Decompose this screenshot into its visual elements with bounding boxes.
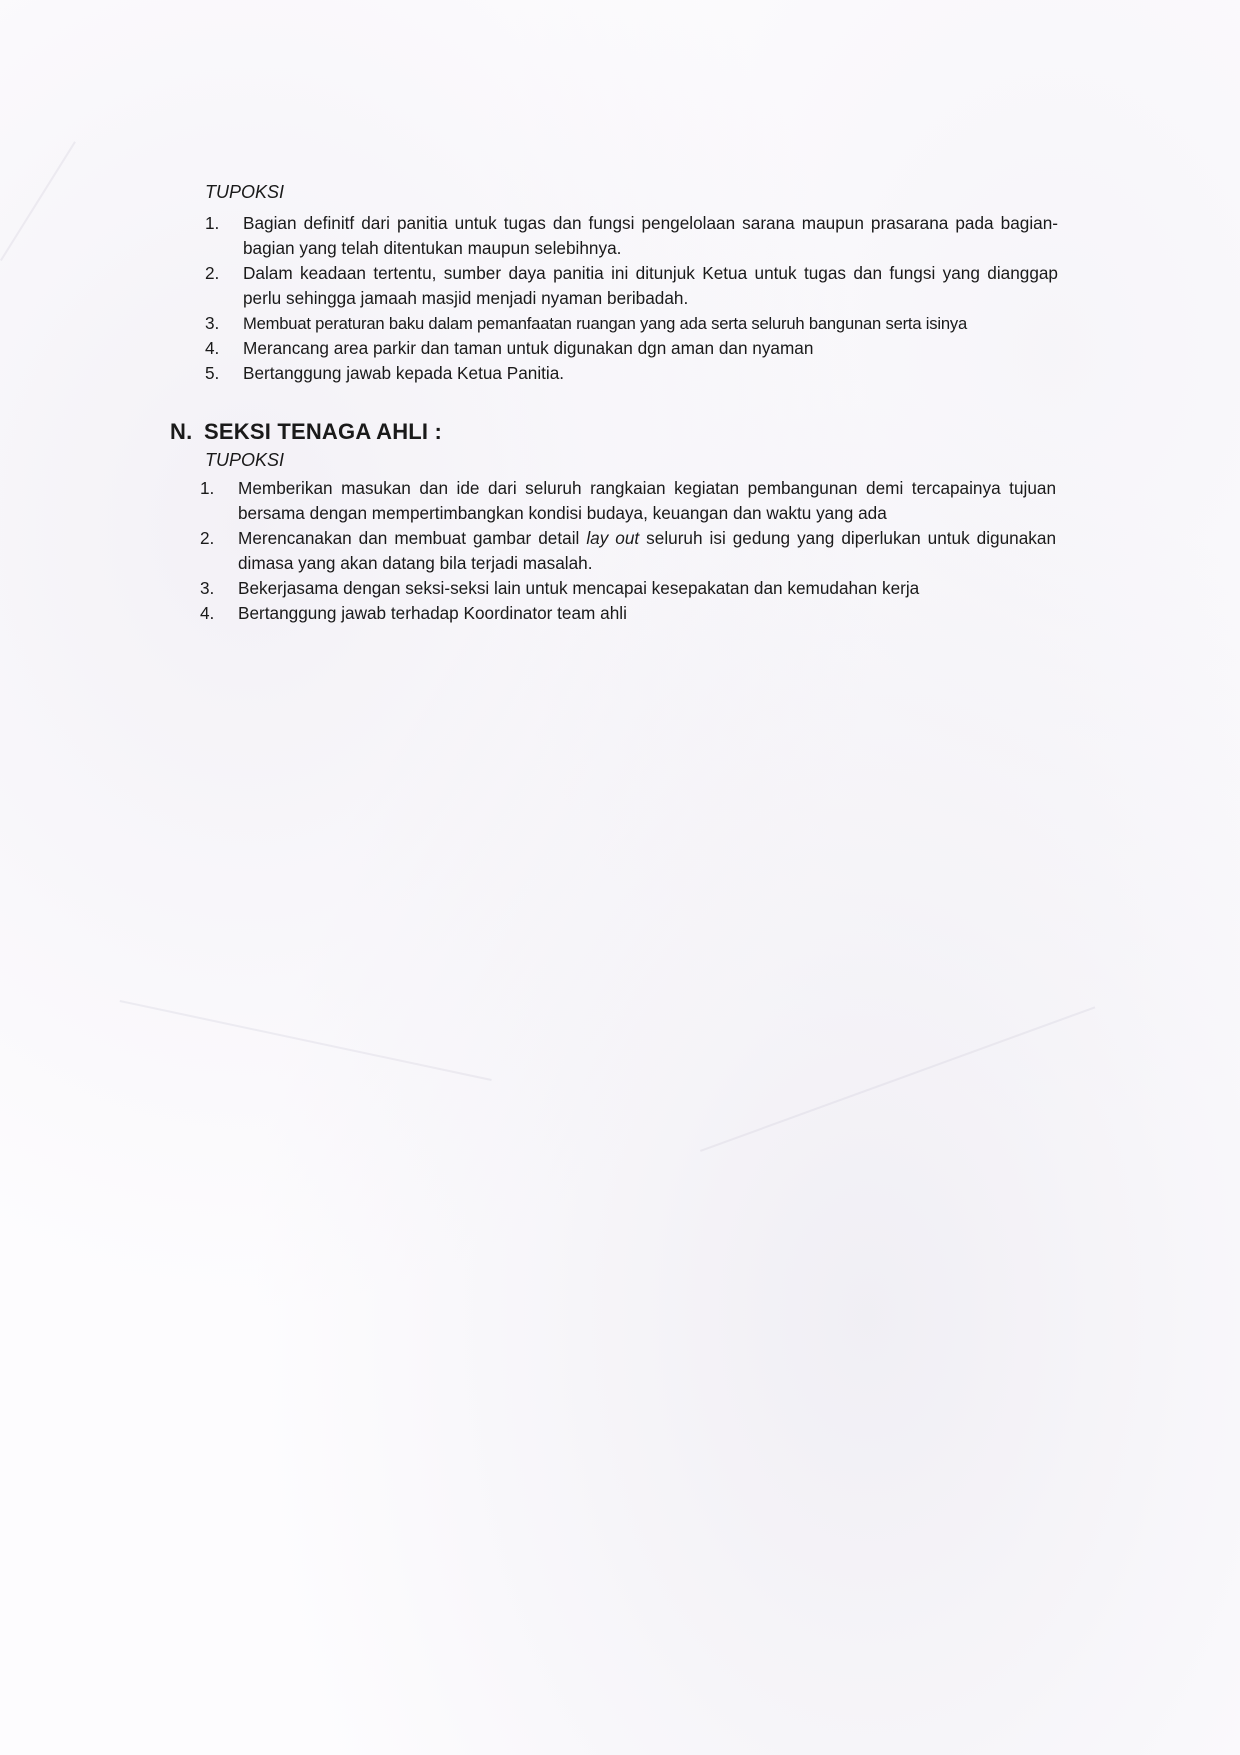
list-item	[200, 476, 1056, 526]
item-text-italic: lay out	[586, 528, 640, 548]
list-item	[200, 526, 1056, 576]
section-title: SEKSI TENAGA AHLI :	[204, 419, 443, 444]
item-number: 3.	[205, 313, 220, 333]
paper-crease	[0, 141, 76, 261]
tupoksi-list	[205, 211, 1058, 386]
paper-crease	[120, 1000, 492, 1081]
list-item	[205, 311, 1058, 336]
item-text: Memberikan masukan dan ide dari seluruh rangkaian kegiatan pembangunan demi tercapainya tujuan bersama dengan mempertimbangkan kondisi budaya, keuangan dan waktu yang ada	[238, 478, 1056, 523]
item-text: Bertanggung jawab kepada Ketua Panitia.	[243, 363, 565, 383]
item-number: 2.	[200, 528, 215, 548]
item-number: 1.	[200, 478, 215, 498]
tupoksi-list	[200, 476, 1056, 626]
item-text-part: seluruh isi gedung yang diperlukan untuk digunakan dimasa yang akan datang bila terjadi masalah.	[238, 528, 1056, 573]
list-item	[205, 261, 1058, 311]
item-text	[238, 526, 1056, 576]
section-heading	[170, 419, 442, 445]
item-number: 4.	[205, 338, 220, 358]
list-item	[205, 211, 1058, 261]
item-number: 4.	[200, 603, 215, 623]
item-text: Membuat peraturan baku dalam pemanfaatan ruangan yang ada serta seluruh bangunan serta isinya	[243, 314, 968, 333]
item-text: Merancang area parkir dan taman untuk digunakan dgn aman dan nyaman	[243, 338, 814, 358]
item-text: Bertanggung jawab terhadap Koordinator team ahli	[238, 603, 627, 623]
section-letter: N.	[170, 419, 193, 444]
item-text: Bagian definitf dari panitia untuk tugas dan fungsi pengelolaan sarana maupun prasarana pada bagian-bagian yang telah ditentukan maupun selebihnya.	[243, 213, 1058, 258]
item-text-part: Merencanakan dan membuat gambar detail	[238, 528, 587, 548]
tupoksi-label: TUPOKSI	[205, 182, 285, 202]
list-item	[205, 336, 1058, 361]
item-text: Dalam keadaan tertentu, sumber daya panitia ini ditunjuk Ketua untuk tugas dan fungsi yang dianggap perlu sehingga jamaah masjid menjadi nyaman beribadah.	[243, 263, 1058, 308]
item-number: 5.	[205, 363, 220, 383]
item-text: Bekerjasama dengan seksi-seksi lain untuk mencapai kesepakatan dan kemudahan kerja	[238, 578, 920, 598]
list-item	[200, 601, 1056, 626]
list-item	[205, 361, 1058, 386]
item-number: 3.	[200, 578, 215, 598]
item-number: 1.	[205, 213, 220, 233]
item-number: 2.	[205, 263, 220, 283]
paper-crease	[700, 1006, 1095, 1152]
list-item	[200, 576, 1056, 601]
tupoksi-label: TUPOKSI	[205, 450, 285, 470]
